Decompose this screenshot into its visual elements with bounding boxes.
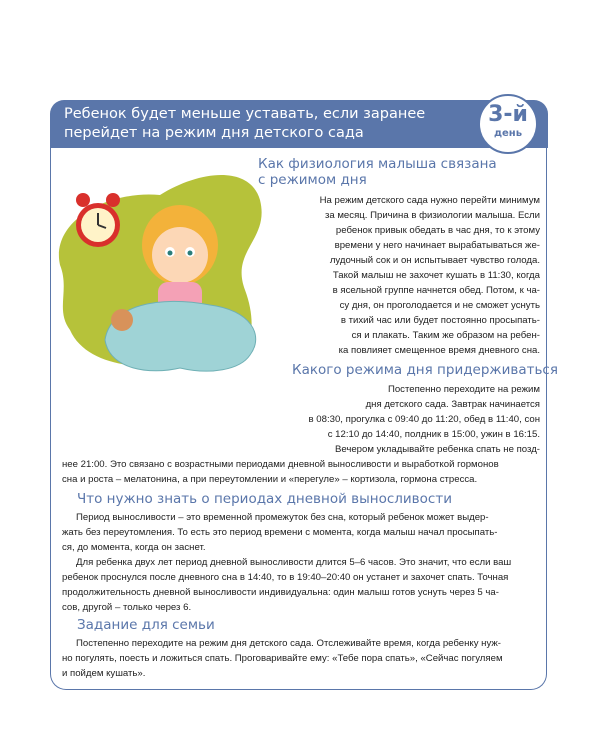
body-text-line: ка повлияет смещенное время дневного сна. [338, 345, 540, 356]
title-banner [50, 100, 548, 148]
day-number: 3-й [488, 102, 528, 127]
clock-icon [76, 193, 120, 247]
body-text-line: Постепенно переходите на режим [387, 384, 540, 395]
teddy-bear [111, 309, 133, 331]
body-text-line: ся и плакать. Таким же образом на ребен- [351, 330, 540, 341]
body-text-line: Такой малыш не захочет кушать в 11:30, когда [332, 270, 540, 281]
body-text-line: ребенок проснулся после дневного сна в 14:40, то в 19:40–20:40 он устанет и захочет спать. Точная [62, 572, 509, 583]
body-text-line: но погулять, поесть и ложиться спать. Проговаривайте ему: «Тебе пора спать», «Сейчас погуляем [62, 653, 503, 664]
body-text-line: нее 21:00. Это связано с возрастными периодами дневной выносливости и выработкой гормонов [62, 459, 499, 470]
body-text-line: за месяц. Причина в физиологии малыша. Если [324, 210, 540, 221]
body-text-line: Период выносливости – это временной промежуток без сна, который ребенок может выдер- [76, 512, 489, 523]
body-text-line: в ясельной группе начнется обед. Потом, к ча- [332, 285, 540, 296]
body-text-line: жать без переутомления. То есть это период времени с момента, когда малыш начал просыпать- [62, 527, 498, 538]
body-text-line: в тихий час или будет постоянно просыпать- [340, 315, 540, 326]
body-text-line: сов, другой – только через 6. [62, 602, 192, 613]
body-text-line: и пойдем кушать». [62, 668, 146, 679]
section-heading: Задание для семьи [77, 617, 215, 633]
body-text-line: в 08:30, прогулка с 09:40 до 11:20, обед в 11:40, сон [308, 414, 540, 425]
title-line: Ребенок будет меньше уставать, если заранее [64, 106, 426, 122]
section-heading: Что нужно знать о периодах дневной выносливости [77, 491, 452, 507]
body-text-line: дня детского сада. Завтрак начинается [365, 399, 540, 410]
body-text-line: с 12:10 до 14:40, полдник в 15:00, ужин в 16:15. [327, 429, 540, 440]
body-text-line: На режим детского сада нужно перейти минимум [319, 195, 540, 206]
body-text-line: Постепенно переходите на режим дня детского сада. Отслеживайте время, когда ребенку нуж- [76, 638, 501, 649]
body-text-line: ся, до момента, когда он заснет. [62, 542, 206, 553]
body-text-line: сна и роста – мелатонина, а при переутомлении и «перегуле» – кортизола, гормона стресса. [62, 474, 478, 485]
body-text-line: ребенок привык обедать в час дня, то к этому [335, 225, 540, 236]
body-text-line: су дня, он проголодается и не сможет уснуть [339, 300, 540, 311]
title-line: перейдет на режим дня детского сада [64, 125, 364, 141]
section-heading: с режимом дня [258, 172, 367, 188]
body-text-line: лудочный сок и он испытывает чувство голода. [329, 255, 540, 266]
body-text-line: времени у него начинает вырабатываться же- [334, 240, 540, 251]
girl-waking-illustration [50, 170, 290, 385]
page-title [64, 105, 425, 143]
section-heading: Какого режима дня придерживаться [292, 362, 558, 378]
day-badge [478, 94, 538, 154]
body-text-line: Вечером укладывайте ребенка спать не позд- [334, 444, 540, 455]
section-heading: Как физиология малыша связана [258, 156, 497, 172]
day-label: день [493, 128, 523, 139]
body-text-line: Для ребенка двух лет период дневной выносливости длится 5–6 часов. Это значит, что если ваш [76, 557, 512, 568]
body-text-line: продолжительность дневной выносливости индивидуальна: один малыш готов уснуть через 5 ча- [62, 587, 499, 598]
